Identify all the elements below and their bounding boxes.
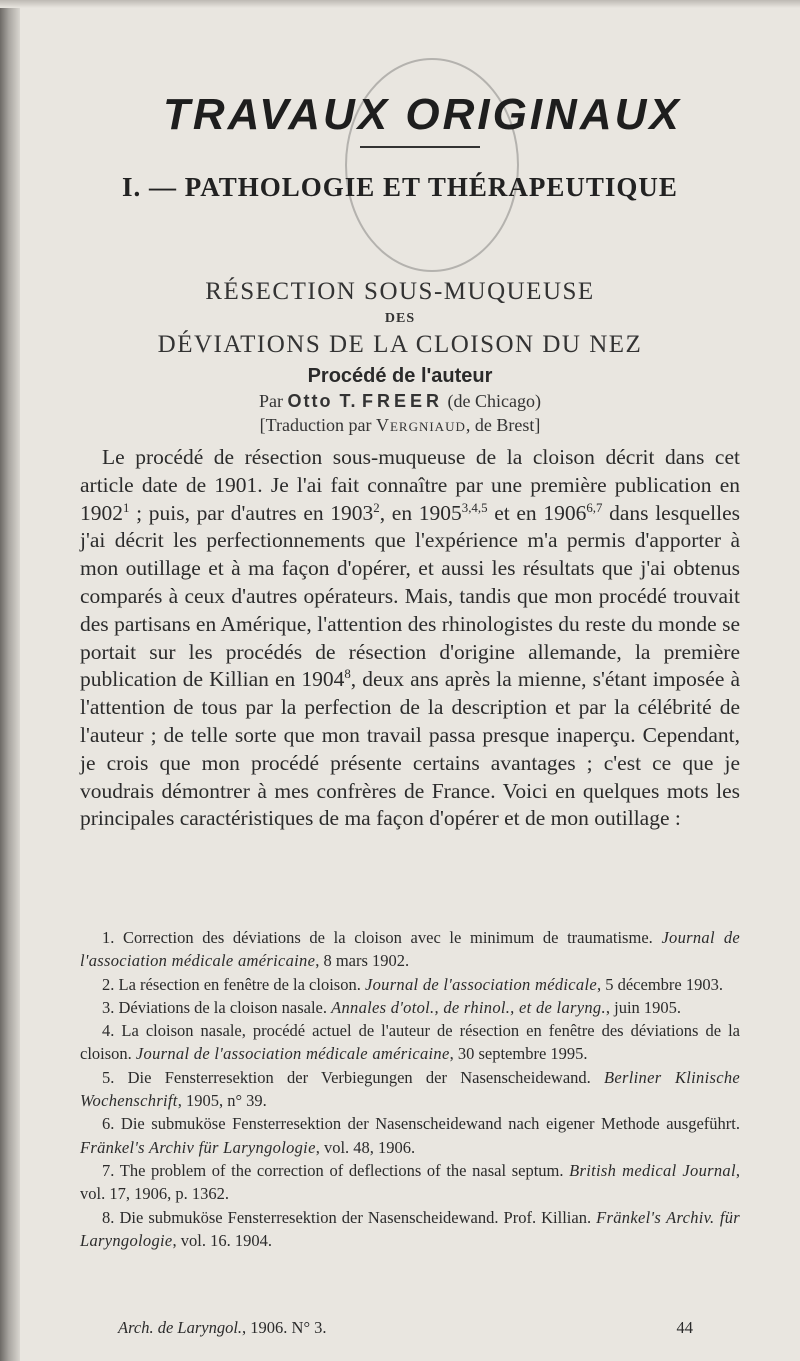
translation-open: [Traduction par [259, 415, 372, 435]
footnote-source: Journal de l'association médicale américaine [135, 1044, 450, 1064]
footnote-ref-group [462, 500, 488, 514]
footnote-ref-sep: , [592, 500, 597, 515]
author-first-name: Otto T. [287, 391, 358, 411]
footnote-detail: , vol. 16. 1904. [172, 1230, 272, 1250]
footnote-ref: 8 [344, 667, 351, 682]
footnote-text: Correction des déviations de la cloison avec le minimum de traumatisme. [114, 928, 662, 947]
article-title-line1: RÉSECTION SOUS-MUQUEUSE [205, 278, 595, 305]
footnote-number: 2. [102, 974, 115, 994]
page-number: 44 [676, 1318, 693, 1337]
body-segment: , en 1905 [379, 500, 462, 525]
footnote-ref: 3 [461, 500, 469, 515]
footnote-text: La résection en fenêtre de la cloison. [114, 974, 365, 994]
translation-close: , de Brest] [465, 415, 541, 435]
article-subtitle: Procédé de l'auteur [307, 365, 493, 387]
footnote [80, 1066, 740, 1113]
footnote-text: Die submuköse Fensterresektion der Nasenscheidewand nach eigener Methode ausgeführt. [114, 1114, 740, 1134]
footnote-text: The problem of the correction of deflections of the nasal septum. [114, 1160, 570, 1180]
article-title-connector: DES [384, 311, 416, 326]
footnote-text: Die Fensterresektion der Verbiegungen der Nasenscheidewand. [114, 1067, 605, 1087]
byline [0, 391, 800, 412]
footnote-source: Annales d'otol., de rhinol., et de laryng. [331, 997, 606, 1017]
translation-credit [0, 415, 800, 436]
footnote [80, 996, 740, 1019]
footnote-number: 8. [102, 1207, 115, 1227]
footnote-detail: , vol. 17, 1906, p. 1362. [80, 1160, 740, 1204]
footer-journal: Arch. de Laryngol. [118, 1318, 243, 1337]
footnote-source: Journal de l'association médicale [364, 974, 597, 994]
footnote-detail: , 8 mars 1902. [315, 951, 410, 971]
footnote-ref-sep: , [468, 500, 472, 515]
footnote-source: Berliner Klinische Wochenschrift [80, 1067, 740, 1111]
footnote [80, 1112, 740, 1159]
body-segment: ; puis, par d'autres en 1903 [129, 500, 374, 525]
translator-name: Vergniaud [375, 415, 466, 435]
footnote-ref: 4 [471, 500, 478, 515]
footnote-number: 3. [102, 997, 115, 1017]
footnote-ref: 6 [586, 500, 593, 515]
footnote-source: Journal de l'association médicale américaine [80, 928, 741, 971]
footnote-detail: , 30 septembre 1995. [449, 1044, 588, 1064]
footnote-detail: , juin 1905. [605, 997, 682, 1017]
footnote-text: Déviations de la cloison nasale. [114, 997, 332, 1017]
footnote-number: 1. [102, 928, 115, 947]
running-footer [118, 1318, 693, 1338]
footnote-detail: , 1905, n° 39. [177, 1091, 267, 1111]
footnote-ref-group [586, 500, 602, 514]
body-segment: Le procédé de résection sous-muqueuse de la cloison décrit dans cet article date de 1901. Je l'ai fait connaître par une première publication en 1902 [80, 445, 740, 525]
footnote-source: Fränkel's Archiv. für Laryngologie [80, 1207, 740, 1250]
body-segment: et en 1906 [487, 500, 587, 525]
title-rule [360, 146, 480, 148]
binding-edge [0, 0, 20, 1361]
footnote-text: Die submuköse Fensterresektion der Nasenscheidewand. Prof. Killian. [114, 1207, 597, 1227]
footnote-ref: 1 [123, 500, 130, 515]
footnote-ref: 2 [373, 500, 380, 515]
footnote [80, 1019, 740, 1066]
page-top-edge [0, 0, 800, 8]
footnote-ref-sep: , [477, 500, 482, 515]
footnote-source: British medical Journal [569, 1160, 736, 1180]
subsection-title: I. — PATHOLOGIE ET THÉRAPEUTIQUE [122, 172, 678, 202]
article-title-line2: DÉVIATIONS DE LA CLOISON DU NEZ [157, 331, 643, 358]
body-segment: , deux ans après la mienne, s'étant imposée à l'attention de tous par la perfection de la description et par la célébrité de l'auteur ; de telle sorte que mon travail passa presque inaperçu. Cependant, je crois que mon procédé présente certains avantages ; c'est ce que je voudrais démontrer à mes confrères de France. Voici en quelques mots les principales caractéristiques de ma façon d'opérer et de mon outillage : [80, 667, 740, 831]
footnote-detail: , 5 décembre 1903. [596, 974, 723, 994]
body-segment: dans lesquelles j'ai décrit les perfectionnements que l'expérience m'a permis d'apporter à mon outillage et à ma façon d'opérer, et aussi les résultats que j'ai obtenus comparés à ceux d'autres opérateurs. Mais, tandis que mon procédé trouvait des partisans en Amérique, l'attention des rhinologistes du reste du monde se portait sur les procédés de résection d'origine allemande, la première publication de Killian en 1904 [80, 500, 740, 692]
author-affiliation: (de Chicago) [447, 391, 541, 411]
footer-issue: , 1906. N° 3. [242, 1318, 327, 1337]
footnote-number: 6. [102, 1114, 115, 1134]
footnote-text: La cloison nasale, procédé actuel de l'auteur de résection en fenêtre des déviations de la cloison. [80, 1021, 740, 1064]
footnote-ref: 5 [481, 500, 488, 515]
footnote [80, 1159, 740, 1206]
footnote-number: 5. [102, 1067, 115, 1087]
byline-prefix: Par [259, 391, 283, 411]
body-text [80, 444, 740, 833]
footnote-ref: 7 [596, 500, 603, 515]
body-paragraph [80, 444, 740, 833]
footnote [80, 1206, 740, 1253]
footnote-number: 7. [102, 1160, 115, 1180]
section-title: TRAVAUX ORIGINAUX [163, 90, 682, 139]
footnotes [80, 926, 740, 1252]
author-last-name: FREER [362, 391, 444, 411]
footnote-detail: , vol. 48, 1906. [315, 1137, 416, 1157]
footnote [80, 973, 740, 996]
footnote-number: 4. [102, 1021, 115, 1041]
footnote-source: Fränkel's Archiv für Laryngologie [80, 1137, 316, 1157]
footnote [80, 926, 740, 973]
